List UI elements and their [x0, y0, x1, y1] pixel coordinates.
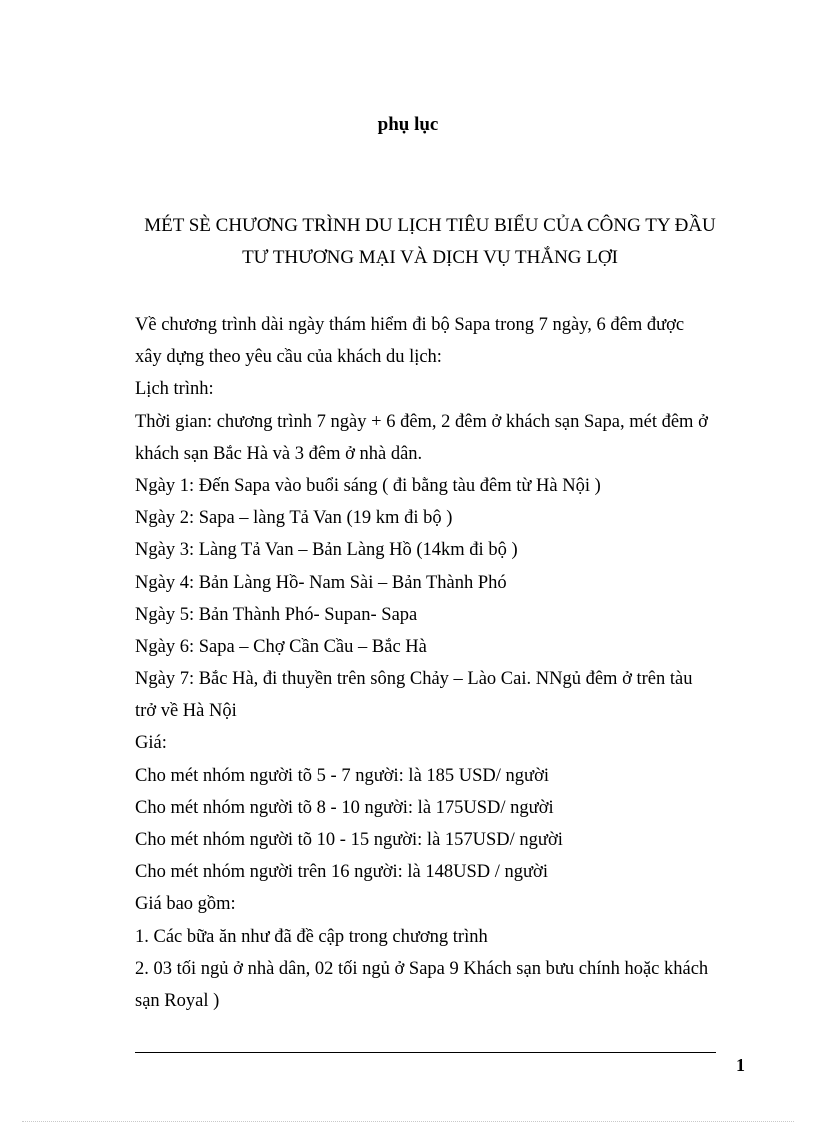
day-item: Ngày 3: Làng Tả Van – Bản Làng Hồ (14km đi bộ ) [135, 540, 518, 561]
includes-item: 1. Các bữa ăn như đã đề cập trong chương trình [135, 926, 488, 947]
price-item: Cho mét nhóm người tõ 10 - 15 người: là 157USD/ người [135, 830, 563, 850]
includes-item: sạn Royal ) [135, 990, 220, 1011]
day-item: Ngày 5: Bản Thành Phó- Supan- Sapa [135, 604, 418, 625]
price-heading: Giá: [135, 733, 167, 754]
document-title-line: TƯ THƯƠNG MẠI VÀ DỊCH VỤ THẮNG LỢI [242, 247, 618, 268]
day-item: trở về Hà Nội [135, 701, 237, 722]
price-item: Cho mét nhóm người tõ 5 - 7 người: là 185 USD/ người [135, 765, 550, 786]
itinerary-heading: Lịch trình: [135, 379, 214, 400]
day-item: Ngày 4: Bản Làng Hồ- Nam Sài – Bản Thành Phó [135, 572, 507, 593]
body-text [135, 309, 775, 1017]
duration-line: khách sạn Bắc Hà và 3 đêm ở nhà dân. [135, 443, 423, 464]
includes-heading: Giá bao gồm: [135, 894, 236, 915]
price-item: Cho mét nhóm người tõ 8 - 10 người: là 175USD/ người [135, 797, 554, 818]
day-item: Ngày 2: Sapa – làng Tả Van (19 km đi bộ ) [135, 508, 453, 529]
price-item: Cho mét nhóm người trên 16 người: là 148USD / người [135, 862, 548, 883]
page-heading: phụ lục [377, 114, 439, 135]
day-item: Ngày 6: Sapa – Chợ Cần Cầu – Bắc Hà [135, 636, 427, 657]
intro-line: xây dựng theo yêu cầu của khách du lịch: [135, 347, 442, 368]
document-title [110, 210, 750, 274]
page-edge-divider [22, 1121, 794, 1122]
document-title-line: MÉT SÈ CHƯƠNG TRÌNH DU LỊCH TIÊU BIỂU CỦA CÔNG TY ĐẦU [144, 215, 716, 236]
duration-line: Thời gian: chương trình 7 ngày + 6 đêm, 2 đêm ở khách sạn Sapa, mét đêm ở [135, 411, 708, 432]
page-number: 1 [736, 1055, 745, 1075]
includes-item: 2. 03 tối ngủ ở nhà dân, 02 tối ngủ ở Sapa 9 Khách sạn bưu chính hoặc khách [135, 958, 709, 979]
intro-line: Về chương trình dài ngày thám hiểm đi bộ Sapa trong 7 ngày, 6 đêm được [135, 315, 685, 335]
footer-rule [135, 1052, 716, 1053]
day-item: Ngày 1: Đến Sapa vào buổi sáng ( đi bằng tàu đêm từ Hà Nội ) [135, 475, 601, 496]
day-item: Ngày 7: Bắc Hà, đi thuyền trên sông Chảy – Lào Cai. NNgủ đêm ở trên tàu [135, 669, 693, 690]
